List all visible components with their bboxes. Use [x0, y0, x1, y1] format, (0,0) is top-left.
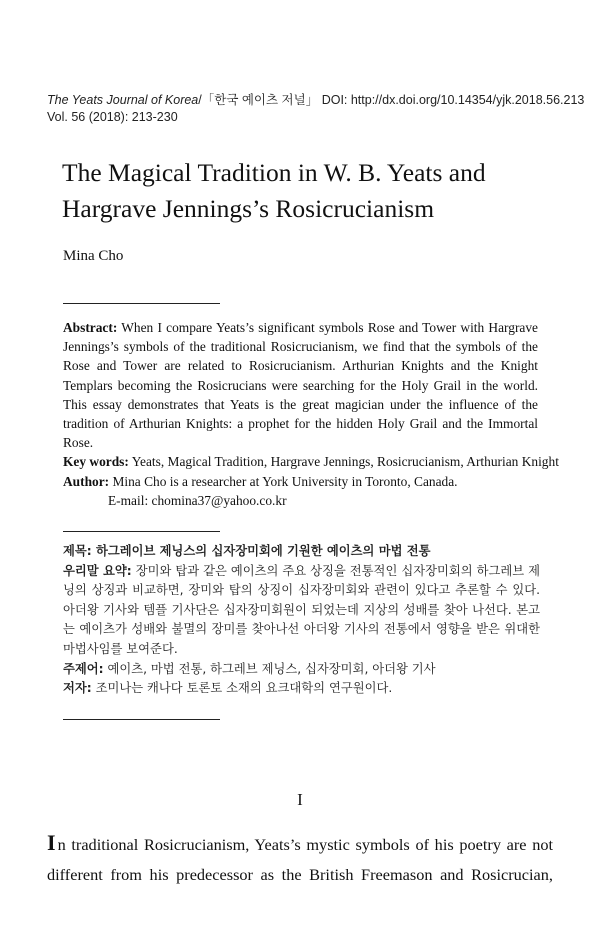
- korean-title-paragraph: [63, 542, 540, 562]
- author-name: Mina Cho: [63, 248, 124, 264]
- korean-summary-label: 우리말 요약:: [63, 563, 132, 578]
- korean-title-text: 하그레이브 제닝스의 십자장미회에 기원한 예이츠의 마법 전통: [91, 544, 431, 558]
- abstract-paragraph: [63, 318, 538, 452]
- english-abstract-block: [63, 318, 559, 510]
- doi-link[interactable]: DOI: http://dx.doi.org/10.14354/yjk.2018.56.213: [318, 93, 585, 107]
- volume-info: Vol. 56 (2018): 213-230: [47, 110, 178, 124]
- divider-rule: [63, 303, 220, 304]
- korean-title-label: 제목:: [63, 544, 92, 558]
- body-text: [47, 828, 553, 890]
- korean-abstract-block: [63, 542, 540, 699]
- korean-keywords-paragraph: [63, 660, 540, 680]
- keywords-label: Key words:: [63, 454, 129, 470]
- korean-keywords-label: 주제어:: [63, 661, 104, 676]
- author-info-label: Author:: [63, 473, 110, 489]
- title-line-2: Hargrave Jennings’s Rosicrucianism: [62, 194, 435, 223]
- journal-header: [47, 92, 584, 126]
- author-info-paragraph: [63, 472, 538, 491]
- author-email[interactable]: E-mail: chomina37@yahoo.co.kr: [108, 492, 287, 508]
- keywords-text: Yeats, Magical Tradition, Hargrave Jennings, Rosicrucianism, Arthurian Knight: [128, 454, 559, 470]
- korean-author-paragraph: [63, 679, 540, 699]
- abstract-text: When I compare Yeats’s significant symbols Rose and Tower with Hargrave Jennings’s symbols of the traditional Rosicrucianism, we find that the symbols of the Rose and Tower are related to Rosicrucianism. Arthurian Knights and the Knight Templars becoming the Rosicrucians were searching for the Holy Grail in the world. This essay demonstrates that Yeats is the great magician under the influence of the tradition of Arthurian Knights: a prophet for the hidden Holy Grail and the Immortal Rose.: [63, 320, 538, 451]
- body-line-1: [47, 828, 553, 860]
- section-heading: I: [297, 790, 303, 809]
- body-line-2: different from his predecessor as the British Freemason and Rosicrucian,: [47, 865, 553, 884]
- title-line-1: The Magical Tradition in W. B. Yeats and: [62, 158, 486, 187]
- drop-cap: I: [47, 830, 56, 855]
- korean-author-label: 저자:: [63, 681, 92, 696]
- korean-summary-text: 장미와 탑과 같은 예이츠의 주요 상징을 전통적인 십자장미회의 하그레브 제닝의 상징과 비교하면, 장미와 탑의 상징이 십자장미회와 관련이 있다고 추론할 수 있다. 아더왕 기사와 템플 기사단은 십자장미회원이 되었는데 지상의 성배를 찾아 나선다. 본고는 예이츠가 성배와 불멸의 장미를 찾아나선 아더왕 기사의 전통에서 영향을 받은 위대한 마법사임를 보여준다.: [63, 563, 541, 656]
- korean-summary-paragraph: [63, 562, 540, 660]
- divider-rule: [63, 531, 220, 532]
- paper-title: [62, 155, 562, 227]
- keywords-paragraph: [63, 452, 559, 471]
- body-line-1-text: n traditional Rosicrucianism, Yeats’s mystic symbols of his poetry are not: [57, 835, 553, 854]
- korean-author-text: 조미나는 캐나다 토론토 소재의 요크대학의 연구원이다.: [91, 681, 393, 696]
- journal-name: The Yeats Journal of Korea: [47, 93, 199, 107]
- author-info-text: Mina Cho is a researcher at York University in Toronto, Canada.: [109, 473, 458, 489]
- journal-citation: [47, 92, 584, 109]
- korean-keywords-text: 예이츠, 마법 전통, 하그레브 제닝스, 십자장미회, 아더왕 기사: [103, 661, 436, 676]
- journal-korean-name: /「한국 예이츠 저널」: [198, 93, 319, 107]
- abstract-label: Abstract:: [63, 320, 118, 335]
- divider-rule: [63, 719, 220, 720]
